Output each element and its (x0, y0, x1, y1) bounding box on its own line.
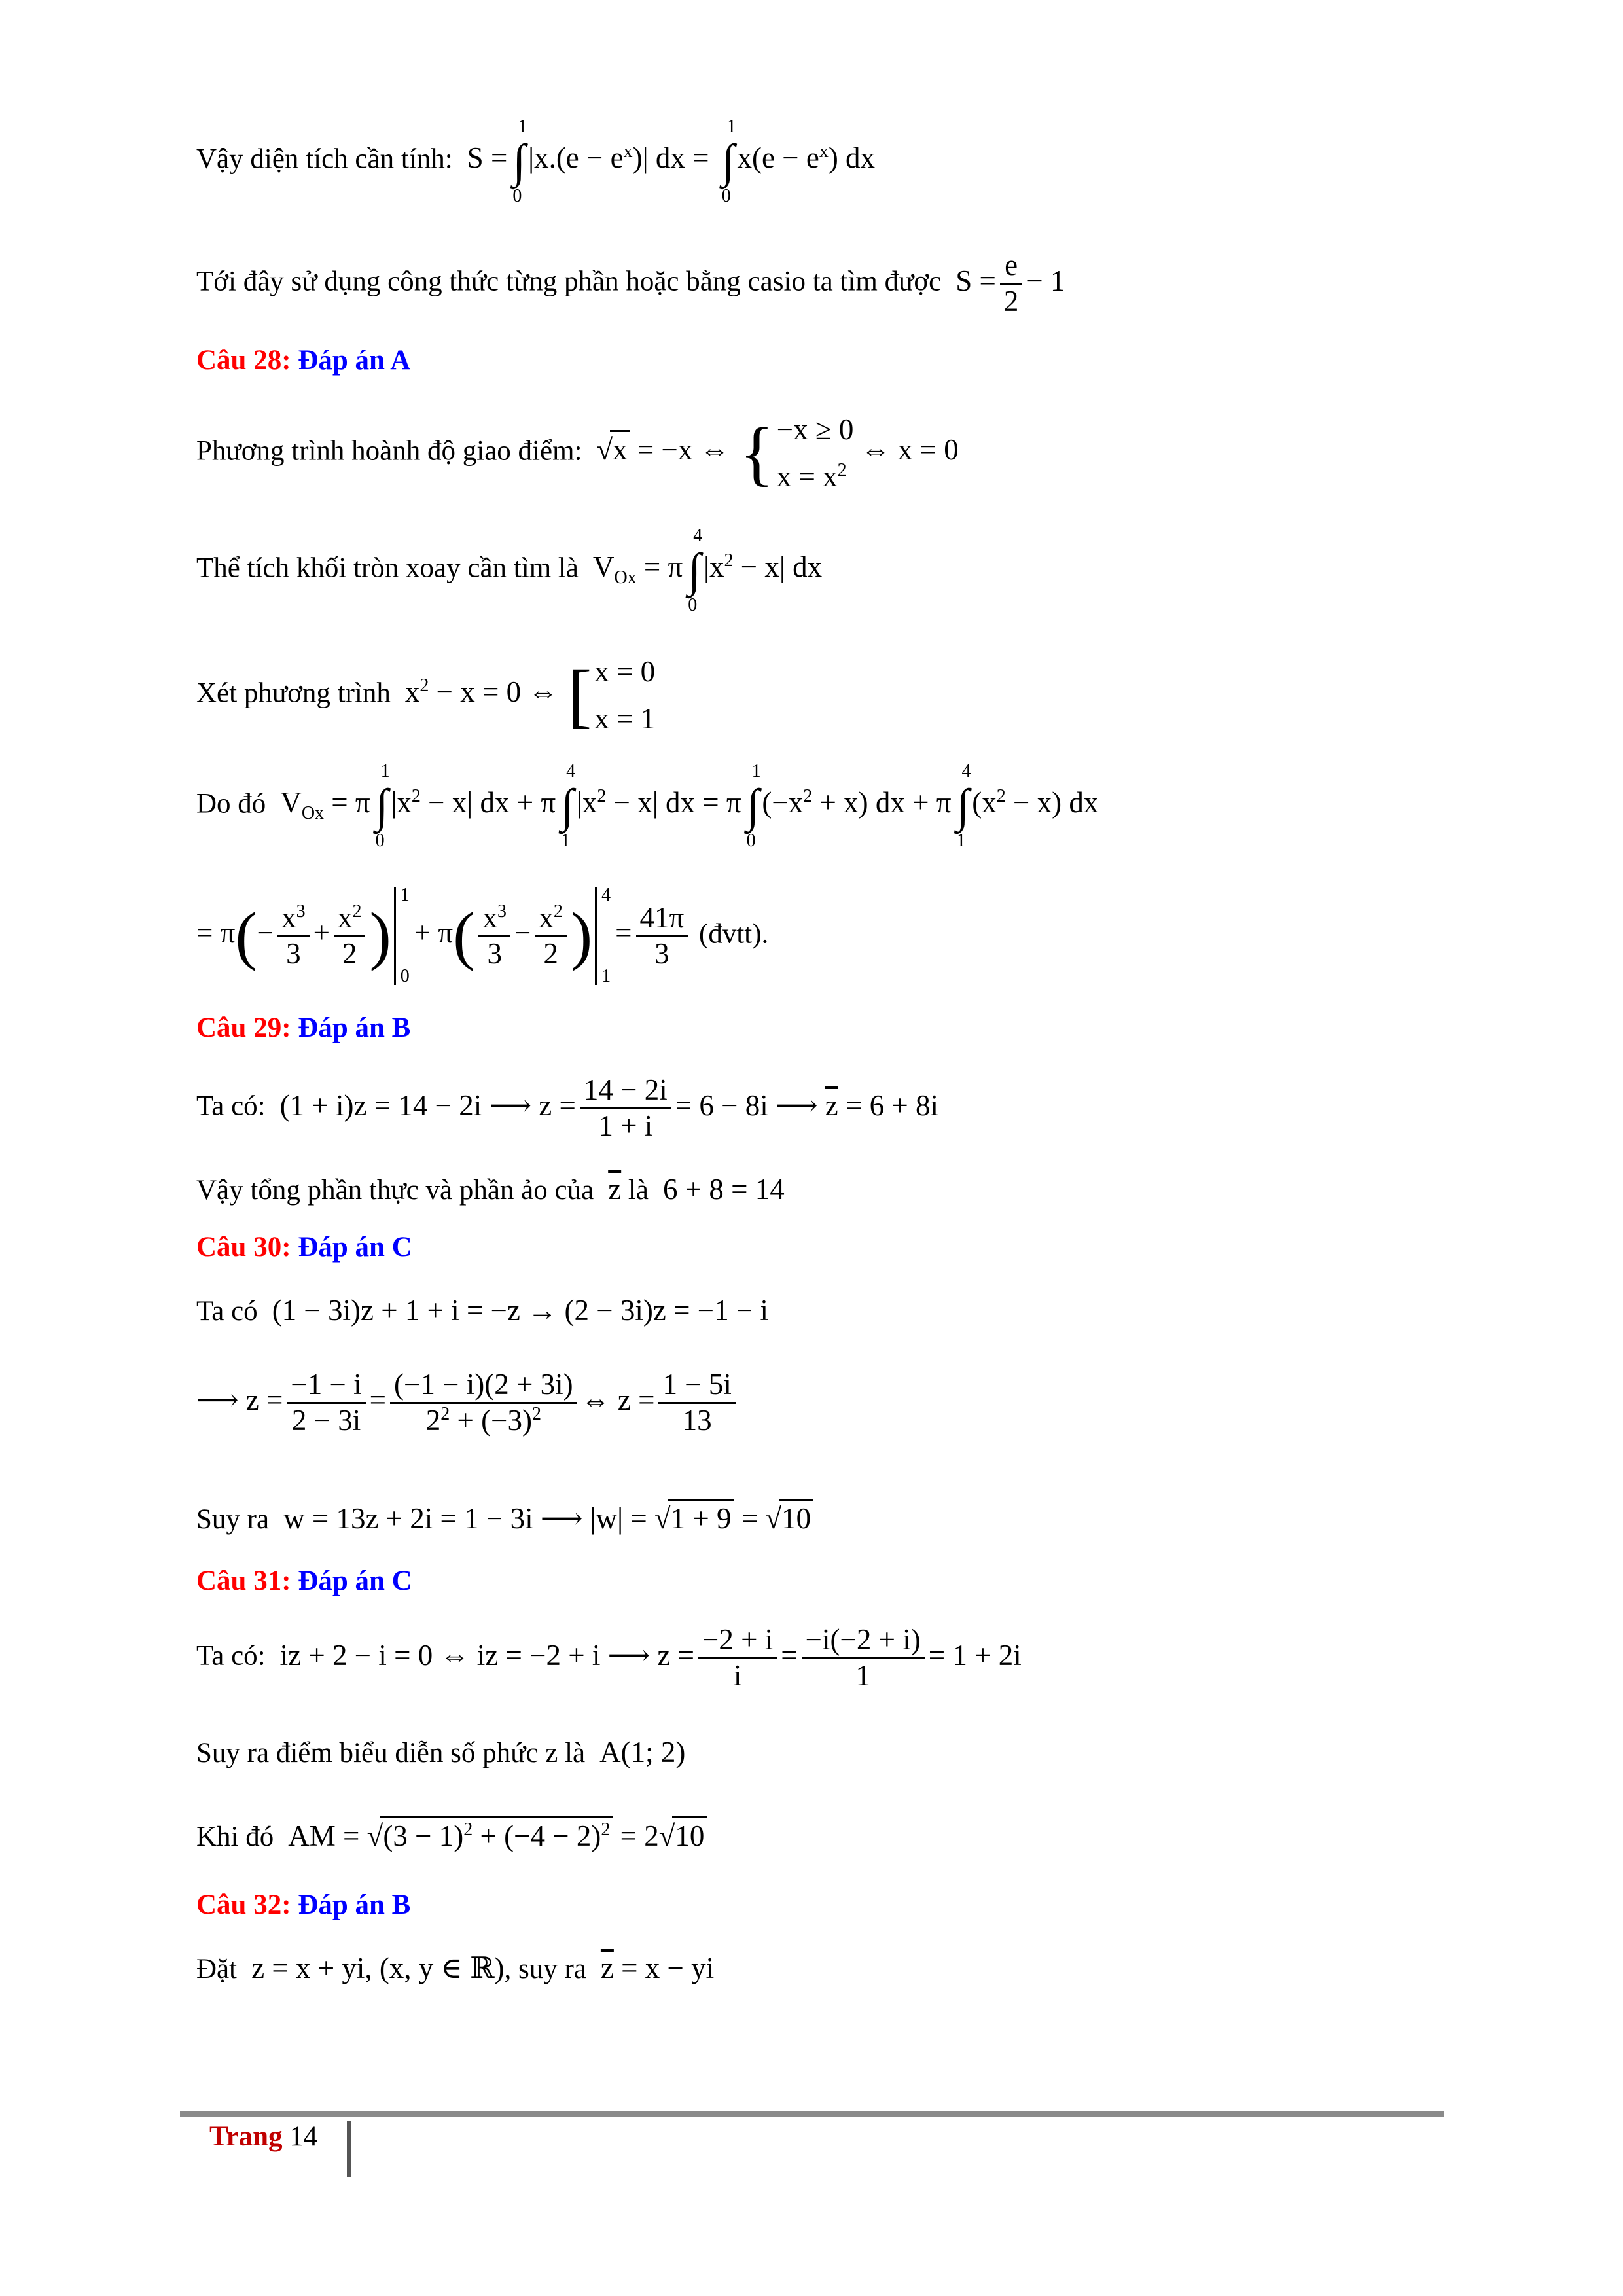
distance-line (196, 1816, 707, 1854)
footer-divider (347, 2121, 351, 2177)
question-29-heading (196, 1011, 410, 1045)
text: Khi đó (196, 1821, 274, 1852)
footer-rule (180, 2111, 1444, 2117)
sum-line (196, 1172, 785, 1208)
answer-label: Đáp án B (298, 1890, 411, 1920)
answer-label: Đáp án B (298, 1013, 411, 1043)
text: Suy ra (196, 1504, 270, 1535)
volume-result-line (196, 887, 768, 985)
formula: ⟶ z = $\frac{-1 - i}{2 - 3i}$ = $\frac{(-1 - i)(2 + 3i)}{2^2 + (-3)^2}$ ⇔ z = $\frac{1 - 5i}{13}$ (196, 1384, 740, 1416)
unit: (đvtt). (699, 918, 769, 950)
formula: S = $\frac{e}{2}$ − 1 (948, 249, 1065, 317)
formula: S = ∫ 1 0 $|x.(e - e^x)|$ dx = ∫ 1 0 $x(e - e^x)$ dx (459, 117, 876, 206)
text: Ta có: (196, 1640, 266, 1672)
answer-label: Đáp án C (298, 1566, 412, 1596)
text: Vậy tổng phần thực và phần ảo của (196, 1175, 594, 1206)
text: Phương trình hoành độ giao điểm: (196, 435, 582, 467)
question-32-heading (196, 1888, 410, 1922)
formula: (1 + i)z = 14 − 2i ⟶ z = $\frac{14 - 2i}{1 + i}$ = 6 − 8i ⟶ $\overline{z} = 6 + 8i$ (272, 1073, 939, 1142)
formula-conj: $\overline{z} = x$ − yi (600, 1952, 715, 1984)
text: Ta có: (196, 1090, 266, 1122)
volume-line (196, 526, 823, 615)
volume-split-line (196, 761, 1099, 851)
question-label: Câu 32: (196, 1890, 291, 1920)
intersection-line (196, 406, 959, 500)
formula: $V_{Ox} = \pi$ ∫ 4 0 $|x^2 - x|$ dx (585, 526, 823, 615)
text-mid: , suy ra (504, 1954, 586, 1984)
point-line (196, 1734, 685, 1770)
complex-eq3-line (196, 1623, 1022, 1693)
formula: √x = −x ⇔ {−x ≥ 0 $x = x^2$ ⇔ x = 0 (589, 413, 959, 493)
formula: = π(− $\frac{x^3}{3}$ + $\frac{x^2}{2}$ ) 1 0 + π( $\frac{x^3}{3}$ − $\frac{x^2}{2}$ ) 4 1 = $\frac{41\pi}{3}$ (196, 916, 692, 949)
modulus-line (196, 1499, 813, 1537)
area-formula-line (196, 117, 876, 206)
question-30-heading (196, 1230, 412, 1265)
conjugate: $\overline{z}$ (608, 1173, 622, 1206)
text: Suy ra điểm biểu diễn số phức z là (196, 1738, 586, 1768)
text-la: là (628, 1175, 649, 1206)
formula: z = x + yi, (x, y ∈ ℝ) (243, 1952, 505, 1984)
text: Xét phương trình (196, 677, 391, 709)
footer-label: Trang (209, 2121, 283, 2152)
text: Ta có (196, 1296, 258, 1327)
question-label: Câu 28: (196, 345, 291, 376)
equation-line (196, 648, 655, 742)
formula: $V_{Ox} = \pi$ ∫ 1 0 $|x^2 - x|$ dx + π ∫ 4 1 $|x^2 - x|$ dx = π ∫ 1 0 $(-x^2 + x)$ dx + π ∫ 4 1 $(x^2 - x)$ dx (273, 761, 1099, 851)
formula: (1 − 3i)z + 1 + i = −z → (2 − 3i)z = −1 − i (264, 1294, 768, 1327)
complex-eq-line (196, 1073, 938, 1143)
page-number: 14 (289, 2121, 318, 2152)
text: Vậy diện tích cần tính: (196, 143, 453, 175)
page-footer (209, 2121, 317, 2153)
question-label: Câu 31: (196, 1566, 291, 1596)
answer-label: Đáp án A (298, 345, 411, 376)
formula: $x^2 - x = 0$ ⇔ [x = 0 x = 1 (397, 655, 656, 735)
substitution-line (196, 1950, 714, 1986)
question-label: Câu 30: (196, 1232, 291, 1263)
result-line (196, 249, 1065, 319)
text: Đặt (196, 1954, 238, 1984)
text: Tới đây sử dụng công thức từng phần hoặc bằng casio ta tìm được (196, 266, 942, 297)
answer-label: Đáp án C (298, 1232, 412, 1263)
formula: iz + 2 − i = 0 ⇔ iz = −2 + i ⟶ z = $\frac{-2 + i}{i}$ = $\frac{-i(-2 + i)}{1}$ = 1 + 2i (272, 1623, 1022, 1692)
question-28-heading (196, 344, 410, 378)
formula: 6 + 8 = 14 (655, 1173, 785, 1206)
formula: w = 13z + 2i = 1 − 3i ⟶ |w| = √1 + 9 = √10 (276, 1502, 813, 1535)
formula: A(1; 2) (592, 1736, 686, 1768)
question-label: Câu 29: (196, 1013, 291, 1043)
question-31-heading (196, 1564, 412, 1598)
formula: AM = $√(3 - 1)^2 + (-4 - 2)^2 = 2√10$ (281, 1820, 707, 1852)
text: Thể tích khối tròn xoay cần tìm là (196, 552, 579, 584)
complex-eq2-line (196, 1293, 768, 1329)
text: Do đó (196, 788, 266, 819)
complex-solve-line (196, 1368, 740, 1438)
